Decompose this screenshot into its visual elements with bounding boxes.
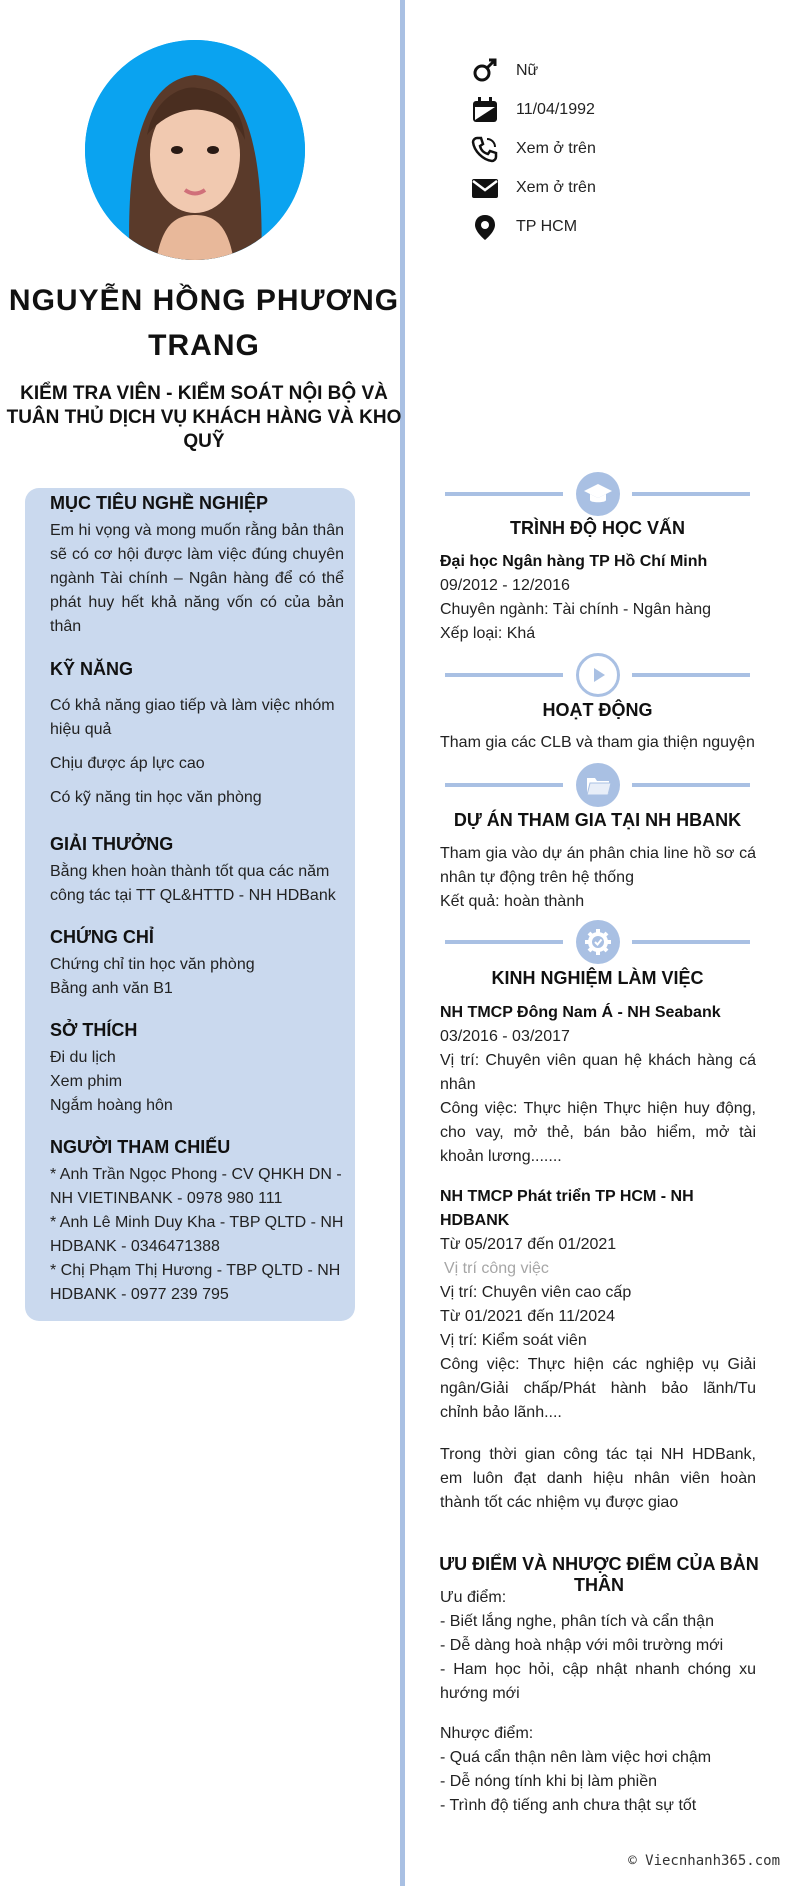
cons-item: - Trình độ tiếng anh chưa thật sự tốt — [440, 1797, 697, 1814]
contact-email — [470, 173, 596, 203]
awards-section — [50, 834, 344, 908]
divider-line-left — [445, 673, 563, 677]
reference-item: * Anh Trần Ngọc Phong - CV QHKH DN - NH VIETINBANK - 0978 980 111 — [50, 1166, 342, 1207]
certificate-item: Bằng anh văn B1 — [50, 980, 173, 997]
gender-value: Nữ — [516, 62, 539, 79]
hobby-item: Đi du lịch — [50, 1049, 116, 1066]
projects-text: Tham gia vào dự án phân chia line hồ sơ cá nhân tự động trên hệ thống — [440, 845, 756, 886]
job1-company: NH TMCP Đông Nam Á - NH Seabank — [440, 1004, 721, 1021]
education-school: Đại học Ngân hàng TP Hồ Chí Minh — [440, 553, 708, 570]
certificate-item: Chứng chỉ tin học văn phòng — [50, 956, 255, 973]
skill-item: Có khả năng giao tiếp và làm việc nhóm hiệu quả — [50, 697, 335, 738]
awards-text: Bằng khen hoàn thành tốt qua các năm công tác tại TT QL&HTTD - NH HDBank — [50, 863, 336, 904]
divider-line-left — [445, 783, 563, 787]
job2-position1: Vị trí: Chuyên viên cao cấp — [440, 1284, 632, 1301]
job1-position: Vị trí: Chuyên viên quan hệ khách hàng cá nhân — [440, 1052, 756, 1093]
projects-content — [440, 842, 756, 914]
reference-item: * Chị Phạm Thị Hương - TBP QLTD - NH HDBANK - 0977 239 795 — [50, 1262, 341, 1303]
reference-item: * Anh Lê Minh Duy Kha - TBP QLTD - NH HDBANK - 0346471388 — [50, 1214, 344, 1255]
education-heading: TRÌNH ĐỘ HỌC VẤN — [510, 518, 685, 538]
pros-label: Ưu điểm: — [440, 1589, 507, 1606]
education-major: Chuyên ngành: Tài chính - Ngân hàng — [440, 601, 712, 618]
divider-line-right — [632, 783, 750, 787]
folder-icon — [576, 763, 620, 807]
contact-address — [470, 212, 577, 242]
projects-heading: DỰ ÁN THAM GIA TẠI NH HBANK — [453, 810, 742, 830]
job-title: KIỂM TRA VIÊN - KIỂM SOÁT NỘI BỘ VÀ TUÂN THỦ DỊCH VỤ KHÁCH HÀNG VÀ KHO QUỸ — [6, 383, 402, 452]
location-icon — [470, 212, 500, 242]
skills-heading: KỸ NĂNG — [50, 659, 134, 679]
experience-job-1 — [440, 1001, 756, 1169]
hobby-item: Xem phim — [50, 1073, 123, 1090]
projects-divider — [445, 763, 750, 807]
hobbies-heading: SỞ THÍCH — [50, 1020, 138, 1040]
certificates-section — [50, 927, 344, 1001]
graduation-cap-icon — [576, 472, 620, 516]
activities-heading: HOẠT ĐỘNG — [542, 700, 653, 720]
contact-birthday — [470, 95, 595, 125]
pros-item: - Ham học hỏi, cập nhật nhanh chóng xu hướng mới — [440, 1661, 756, 1702]
objective-text: Em hi vọng và mong muốn rằng bản thân sẽ có cơ hội được làm việc đúng chuyên ngành Tài chính – Ngân hàng để có thể phát huy hết khả năng vốn có của bản thân — [50, 522, 344, 635]
job2-work: Công việc: Thực hiện các nghiệp vụ Giải ngân/Giải chấp/Phát hành bảo lãnh/Tu chỉnh bảo lãnh.... — [440, 1356, 756, 1421]
contact-gender — [470, 56, 538, 86]
skill-item: Có kỹ năng tin học văn phòng — [50, 789, 262, 806]
activities-divider — [445, 653, 750, 697]
awards-heading: GIẢI THƯỞNG — [50, 834, 174, 854]
job1-work: Công việc: Thực hiện Thực hiện huy động, cho vay, mở thẻ, bán bảo hiểm, mở tài khoản lương....... — [440, 1100, 756, 1165]
calendar-icon — [470, 95, 500, 125]
footer-watermark: © Viecnhanh365.com — [628, 1853, 780, 1869]
pros-item: - Biết lắng nghe, phân tích và cẩn thận — [440, 1613, 714, 1630]
hobbies-section — [50, 1020, 344, 1118]
strengths-heading: ƯU ĐIỂM VÀ NHƯỢC ĐIỂM CỦA BẢN THÂN — [439, 1554, 759, 1595]
references-heading: NGƯỜI THAM CHIẾU — [50, 1137, 231, 1157]
birthday-value: 11/04/1992 — [516, 101, 595, 118]
education-divider — [445, 472, 750, 516]
gear-check-icon — [576, 920, 620, 964]
cons-label: Nhược điểm: — [440, 1725, 534, 1742]
cons-item: - Dễ nóng tính khi bị làm phiền — [440, 1773, 658, 1790]
job2-note: Trong thời gian công tác tại NH HDBank, em luôn đạt danh hiệu nhân viên hoàn thành tốt các nhiệm vụ được giao — [440, 1446, 756, 1511]
divider-line-right — [632, 940, 750, 944]
play-icon — [576, 653, 620, 697]
activities-text: Tham gia các CLB và tham gia thiện nguyện — [440, 734, 755, 751]
divider-line-right — [632, 492, 750, 496]
email-icon — [470, 173, 500, 203]
divider-line-left — [445, 492, 563, 496]
certificates-heading: CHỨNG CHỈ — [50, 927, 154, 947]
contact-phone — [470, 134, 596, 164]
cons-item: - Quá cẩn thận nên làm việc hơi chậm — [440, 1749, 712, 1766]
experience-divider — [445, 920, 750, 964]
strengths-content — [440, 1586, 756, 1818]
avatar-portrait — [85, 40, 305, 260]
references-section — [50, 1137, 344, 1307]
phone-icon — [470, 134, 500, 164]
avatar — [85, 40, 305, 260]
divider-line-right — [632, 673, 750, 677]
objective-heading: MỤC TIÊU NGHỀ NGHIỆP — [50, 493, 269, 513]
experience-heading: KINH NGHIỆM LÀM VIỆC — [491, 968, 704, 988]
objective-section — [50, 493, 344, 639]
candidate-name: NGUYỄN HỒNG PHƯƠNG TRANG — [8, 284, 400, 362]
divider-line-left — [445, 940, 563, 944]
gender-icon — [470, 56, 500, 86]
hobby-item: Ngắm hoàng hôn — [50, 1097, 173, 1114]
address-value: TP HCM — [516, 218, 578, 235]
skills-section — [50, 659, 344, 820]
job2-period2: Từ 01/2021 đến 11/2024 — [440, 1308, 615, 1325]
job1-period: 03/2016 - 03/2017 — [440, 1028, 570, 1045]
education-period: 09/2012 - 12/2016 — [440, 577, 570, 594]
job2-position2: Vị trí: Kiểm soát viên — [440, 1332, 587, 1349]
email-value: Xem ở trên — [516, 179, 596, 196]
education-content — [440, 550, 756, 646]
phone-value: Xem ở trên — [516, 140, 596, 157]
education-rank: Xếp loại: Khá — [440, 625, 536, 642]
job2-period1: Từ 05/2017 đến 01/2021 — [440, 1236, 617, 1253]
job2-company: NH TMCP Phát triển TP HCM - NH HDBANK — [440, 1188, 694, 1229]
projects-result: Kết quả: hoàn thành — [440, 893, 585, 910]
job2-position-placeholder: Vị trí công việc — [444, 1260, 549, 1277]
pros-item: - Dễ dàng hoà nhập với môi trường mới — [440, 1637, 724, 1654]
experience-job-2 — [440, 1185, 756, 1515]
skill-item: Chịu được áp lực cao — [50, 755, 205, 772]
